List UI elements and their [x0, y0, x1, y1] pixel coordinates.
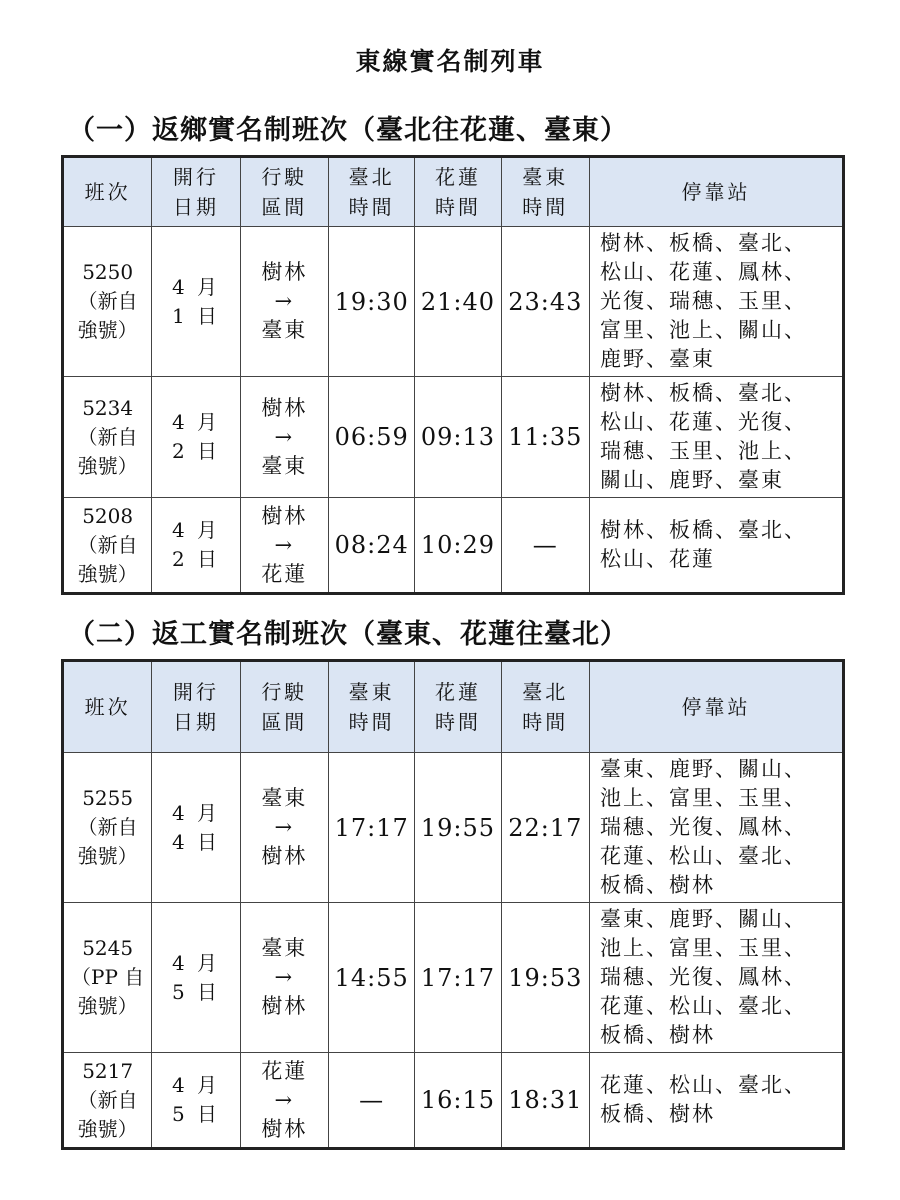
time-cell: 21:40	[415, 227, 501, 377]
train-line: （新自	[77, 1087, 138, 1112]
header-line: 區間	[261, 195, 308, 219]
run-date-cell	[152, 498, 240, 594]
stops-line: 光復、瑞穗、玉里、	[599, 289, 807, 313]
route-line: 花蓮	[261, 1058, 308, 1083]
header-time-2	[415, 157, 501, 227]
route-line: 臺東	[261, 318, 308, 342]
route-line: 臺東	[261, 453, 308, 478]
route-line: 樹林	[261, 260, 308, 284]
route-cell	[240, 498, 328, 594]
route-line: →	[274, 289, 295, 313]
header-line: 時間	[434, 195, 481, 219]
header-line: 時間	[434, 710, 481, 734]
table-row	[63, 227, 844, 377]
header-stops	[589, 157, 843, 227]
stops-line: 花蓮、松山、臺北、	[599, 1073, 807, 1097]
header-line: 時間	[522, 710, 569, 734]
train-line: 5217	[82, 1058, 134, 1083]
header-line: 開行	[172, 165, 219, 189]
stops-line: 花蓮、松山、臺北、	[599, 844, 807, 868]
stops-line: 瑞穗、光復、鳳林、	[599, 815, 807, 839]
route-cell	[240, 377, 328, 498]
table-row	[63, 903, 844, 1053]
train-line: （新自	[77, 289, 138, 313]
header-line: 行駛	[261, 680, 308, 704]
header-line: 班次	[84, 695, 131, 719]
run-date-cell	[152, 377, 240, 498]
header-line: 日期	[172, 195, 219, 219]
train-number-cell	[63, 753, 152, 903]
time-cell: 22:17	[501, 753, 589, 903]
stops-line: 樹林、板橋、臺北、	[599, 518, 807, 542]
header-run-date	[152, 157, 240, 227]
header-time-2	[415, 661, 501, 753]
time-cell: 09:13	[415, 377, 501, 498]
stops-line: 池上、富里、玉里、	[599, 936, 807, 960]
table-row	[63, 1053, 844, 1149]
route-line: 樹林	[261, 1116, 308, 1141]
time-cell: 06:59	[328, 377, 414, 498]
stops-line: 板橋、樹林	[599, 1023, 715, 1047]
run-date-cell	[152, 227, 240, 377]
table-row	[63, 377, 844, 498]
header-line: 花蓮	[434, 680, 481, 704]
header-line: 停靠站	[681, 695, 751, 719]
stops-line: 臺東、鹿野、關山、	[599, 757, 807, 781]
schedule-table-1	[61, 155, 845, 595]
stops-cell	[589, 498, 843, 594]
stops-line: 板橋、樹林	[599, 873, 715, 897]
route-cell	[240, 227, 328, 377]
time-cell: —	[501, 498, 589, 594]
header-time-1	[328, 157, 414, 227]
time-cell: 10:29	[415, 498, 501, 594]
header-stops	[589, 661, 843, 753]
header-line: 停靠站	[681, 180, 751, 204]
header-line: 時間	[348, 710, 395, 734]
run-date-cell	[152, 903, 240, 1053]
time-cell: 17:17	[415, 903, 501, 1053]
train-number-cell	[63, 498, 152, 594]
header-line: 臺東	[348, 680, 395, 704]
train-line: 5255	[82, 786, 134, 810]
train-line: 強號）	[77, 994, 138, 1018]
route-line: →	[274, 532, 295, 557]
date-line: 4 月	[171, 518, 221, 542]
header-route	[240, 661, 328, 753]
stops-cell	[589, 377, 843, 498]
header-train-no	[63, 661, 152, 753]
date-line: 4 月	[171, 274, 221, 299]
train-line: 強號）	[77, 453, 138, 478]
header-line: 時間	[348, 195, 395, 219]
train-line: （新自	[77, 532, 138, 557]
date-line: 2 日	[171, 439, 221, 463]
train-line: 5234	[82, 395, 134, 420]
time-cell: 14:55	[328, 903, 414, 1053]
run-date-cell	[152, 753, 240, 903]
route-line: 樹林	[261, 395, 308, 420]
train-line: 強號）	[77, 561, 138, 586]
train-line: 強號）	[77, 318, 138, 342]
route-line: →	[274, 965, 295, 989]
train-line: 強號）	[77, 844, 138, 868]
route-line: 樹林	[261, 503, 308, 528]
time-cell: —	[328, 1053, 414, 1149]
stops-line: 松山、花蓮、光復、	[599, 410, 807, 434]
header-time-3	[501, 157, 589, 227]
train-number-cell	[63, 903, 152, 1053]
header-line: 花蓮	[434, 165, 481, 189]
route-line: 樹林	[261, 994, 308, 1018]
stops-line: 松山、花蓮、鳳林、	[599, 260, 807, 284]
train-line: （PP 自	[71, 965, 145, 989]
time-cell: 19:55	[415, 753, 501, 903]
time-cell: 08:24	[328, 498, 414, 594]
train-line: （新自	[77, 424, 138, 449]
stops-line: 臺東、鹿野、關山、	[599, 907, 807, 931]
route-line: 花蓮	[261, 561, 308, 586]
header-run-date	[152, 661, 240, 753]
stops-line: 板橋、樹林	[599, 1102, 715, 1126]
date-line: 4 月	[171, 1073, 221, 1097]
stops-line: 樹林、板橋、臺北、	[599, 231, 807, 255]
header-line: 行駛	[261, 165, 308, 189]
stops-line: 池上、富里、玉里、	[599, 786, 807, 810]
date-line: 5 日	[171, 979, 221, 1004]
date-line: 2 日	[171, 547, 221, 571]
train-number-cell	[63, 377, 152, 498]
route-line: 臺東	[261, 936, 308, 960]
route-line: →	[274, 424, 295, 449]
time-cell: 19:53	[501, 903, 589, 1053]
section-1-title: （一）返鄉實名制班次（臺北往花蓮、臺東）	[68, 115, 628, 146]
stops-cell	[589, 227, 843, 377]
header-line: 班次	[84, 180, 131, 204]
time-cell: 16:15	[415, 1053, 501, 1149]
header-line: 臺北	[522, 680, 569, 704]
date-line: 1 日	[171, 303, 221, 328]
date-line: 4 月	[171, 950, 221, 975]
header-time-1	[328, 661, 414, 753]
train-line: 強號）	[77, 1116, 138, 1141]
page-title: 東線實名制列車	[355, 47, 545, 76]
stops-line: 關山、鹿野、臺東	[599, 468, 784, 492]
stops-line: 松山、花蓮	[599, 547, 715, 571]
stops-line: 富里、池上、關山、	[599, 318, 807, 342]
stops-line: 鹿野、臺東	[599, 347, 715, 371]
table-row	[63, 753, 844, 903]
stops-cell	[589, 903, 843, 1053]
stops-line: 瑞穗、玉里、池上、	[599, 439, 807, 463]
table-row	[63, 498, 844, 594]
date-line: 4 月	[171, 410, 221, 434]
stops-cell	[589, 753, 843, 903]
header-line: 臺東	[522, 165, 569, 189]
train-line: 5208	[82, 503, 134, 528]
header-line: 開行	[172, 680, 219, 704]
route-cell	[240, 903, 328, 1053]
stops-line: 樹林、板橋、臺北、	[599, 381, 807, 405]
train-line: 5250	[82, 260, 134, 284]
header-line: 日期	[172, 710, 219, 734]
train-line: （新自	[77, 815, 138, 839]
stops-line: 瑞穗、光復、鳳林、	[599, 965, 807, 989]
header-time-3	[501, 661, 589, 753]
date-line: 4 日	[171, 829, 221, 854]
route-line: 樹林	[261, 844, 308, 868]
date-line: 5 日	[171, 1102, 221, 1126]
time-cell: 18:31	[501, 1053, 589, 1149]
train-number-cell	[63, 1053, 152, 1149]
route-cell	[240, 1053, 328, 1149]
date-line: 4 月	[171, 800, 221, 825]
header-route	[240, 157, 328, 227]
stops-line: 花蓮、松山、臺北、	[599, 994, 807, 1018]
stops-cell	[589, 1053, 843, 1149]
time-cell: 19:30	[328, 227, 414, 377]
header-train-no	[63, 157, 152, 227]
header-line: 時間	[522, 195, 569, 219]
route-line: →	[274, 815, 295, 839]
run-date-cell	[152, 1053, 240, 1149]
route-line: 臺東	[261, 786, 308, 810]
header-line: 臺北	[348, 165, 395, 189]
train-number-cell	[63, 227, 152, 377]
train-line: 5245	[82, 936, 134, 960]
time-cell: 23:43	[501, 227, 589, 377]
route-line: →	[274, 1087, 295, 1112]
header-line: 區間	[261, 710, 308, 734]
time-cell: 11:35	[501, 377, 589, 498]
section-2-title: （二）返工實名制班次（臺東、花蓮往臺北）	[68, 619, 628, 650]
time-cell: 17:17	[328, 753, 414, 903]
route-cell	[240, 753, 328, 903]
schedule-table-2	[61, 659, 845, 1150]
